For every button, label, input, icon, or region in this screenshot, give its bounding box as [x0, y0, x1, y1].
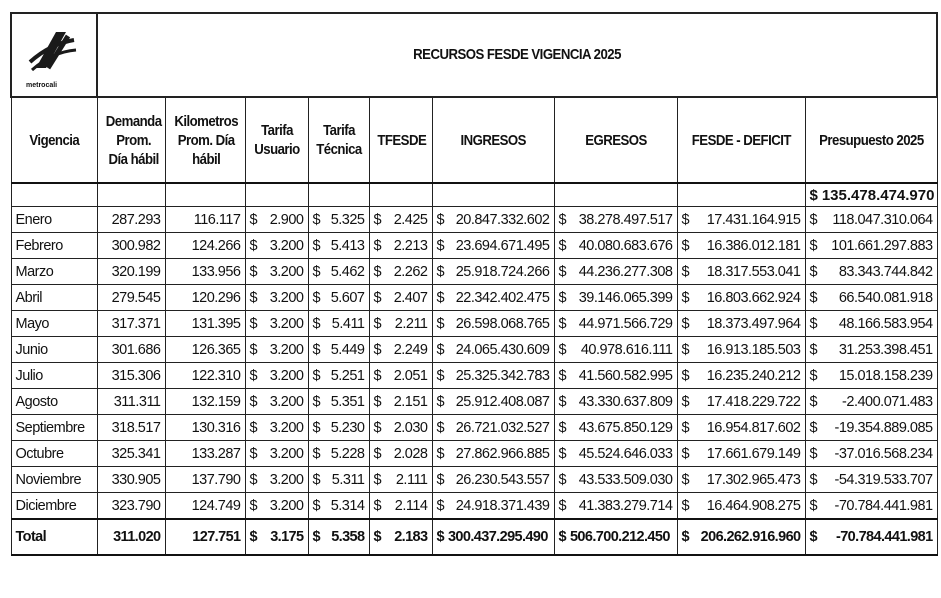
row-month: Agosto [11, 389, 97, 415]
row-egresos: $ 44.971.566.729 [554, 311, 677, 337]
row-month: Noviembre [11, 467, 97, 493]
row-tfesde: $ 2.425 [369, 207, 432, 233]
row-fesde: $ 17.431.164.915 [677, 207, 805, 233]
row-month: Septiembre [11, 415, 97, 441]
row-egresos: $ 39.146.065.399 [554, 285, 677, 311]
total-tarifa-usuario: $ 3.175 [245, 519, 308, 555]
total-demanda: 311.020 [97, 519, 165, 555]
row-ingresos: $ 26.230.543.557 [432, 467, 554, 493]
row-tfesde: $ 2.051 [369, 363, 432, 389]
row-ingresos: $ 22.342.402.475 [432, 285, 554, 311]
row-fesde: $ 18.317.553.041 [677, 259, 805, 285]
total-label: Total [11, 519, 97, 555]
row-tarifa-tecnica: $ 5.228 [308, 441, 369, 467]
row-egresos: $ 43.675.850.129 [554, 415, 677, 441]
row-tarifa-usuario: $ 3.200 [245, 415, 308, 441]
row-fesde: $ 16.954.817.602 [677, 415, 805, 441]
total-km: 127.751 [165, 519, 245, 555]
row-month: Mayo [11, 311, 97, 337]
col-tfesde: TFESDE [369, 97, 432, 183]
row-tfesde: $ 2.030 [369, 415, 432, 441]
row-ingresos: $ 23.694.671.495 [432, 233, 554, 259]
row-km: 120.296 [165, 285, 245, 311]
row-tfesde: $ 2.151 [369, 389, 432, 415]
total-fesde: $ 206.262.916.960 [677, 519, 805, 555]
row-presupuesto: $ -2.400.071.483 [805, 389, 937, 415]
row-tarifa-tecnica: $ 5.462 [308, 259, 369, 285]
table-row [11, 363, 937, 389]
row-tarifa-tecnica: $ 5.413 [308, 233, 369, 259]
row-tarifa-usuario: $ 3.200 [245, 337, 308, 363]
row-egresos: $ 40.080.683.676 [554, 233, 677, 259]
row-km: 133.956 [165, 259, 245, 285]
row-km: 126.365 [165, 337, 245, 363]
table-row [11, 233, 937, 259]
row-tfesde: $ 2.249 [369, 337, 432, 363]
row-fesde: $ 16.803.662.924 [677, 285, 805, 311]
table-row [11, 493, 937, 520]
row-tarifa-usuario: $ 3.200 [245, 259, 308, 285]
table-row [11, 441, 937, 467]
total-tarifa-tecnica: $ 5.358 [308, 519, 369, 555]
row-fesde: $ 18.373.497.964 [677, 311, 805, 337]
row-ingresos: $ 26.598.068.765 [432, 311, 554, 337]
row-fesde: $ 16.464.908.275 [677, 493, 805, 520]
row-month: Marzo [11, 259, 97, 285]
row-fesde: $ 16.235.240.212 [677, 363, 805, 389]
row-month: Diciembre [11, 493, 97, 520]
row-tfesde: $ 2.262 [369, 259, 432, 285]
row-egresos: $ 41.560.582.995 [554, 363, 677, 389]
row-tarifa-usuario: $ 2.900 [245, 207, 308, 233]
total-ingresos: $ 300.437.295.490 [432, 519, 554, 555]
row-tfesde: $ 2.111 [369, 467, 432, 493]
row-ingresos: $ 26.721.032.527 [432, 415, 554, 441]
row-fesde: $ 16.386.012.181 [677, 233, 805, 259]
fesde-resources-table [10, 12, 938, 556]
row-egresos: $ 43.330.637.809 [554, 389, 677, 415]
row-presupuesto: $ -37.016.568.234 [805, 441, 937, 467]
initial-budget-row [11, 183, 937, 207]
row-month: Febrero [11, 233, 97, 259]
row-tarifa-usuario: $ 3.200 [245, 493, 308, 520]
initial-budget: 135.478.474.970 [821, 186, 935, 204]
row-demanda: 300.982 [97, 233, 165, 259]
total-presupuesto: $ -70.784.441.981 [805, 519, 937, 555]
col-presupuesto: Presupuesto 2025 [805, 97, 937, 183]
row-demanda: 311.311 [97, 389, 165, 415]
row-egresos: $ 43.533.509.030 [554, 467, 677, 493]
row-tarifa-tecnica: $ 5.314 [308, 493, 369, 520]
col-fesde-deficit: FESDE - DEFICIT [677, 97, 805, 183]
row-tarifa-tecnica: $ 5.351 [308, 389, 369, 415]
row-ingresos: $ 25.918.724.266 [432, 259, 554, 285]
row-presupuesto: $ 83.343.744.842 [805, 259, 937, 285]
row-tarifa-usuario: $ 3.200 [245, 467, 308, 493]
row-tarifa-usuario: $ 3.200 [245, 441, 308, 467]
row-presupuesto: $ 15.018.158.239 [805, 363, 937, 389]
logo-cell [11, 13, 97, 97]
row-demanda: 330.905 [97, 467, 165, 493]
row-tarifa-tecnica: $ 5.411 [308, 311, 369, 337]
row-tarifa-usuario: $ 3.200 [245, 233, 308, 259]
row-demanda: 323.790 [97, 493, 165, 520]
row-presupuesto: $ 101.661.297.883 [805, 233, 937, 259]
row-month: Abril [11, 285, 97, 311]
row-km: 131.395 [165, 311, 245, 337]
page-title: RECURSOS FESDE VIGENCIA 2025 [413, 46, 621, 63]
row-ingresos: $ 25.325.342.783 [432, 363, 554, 389]
row-km: 124.266 [165, 233, 245, 259]
total-tfesde: $ 2.183 [369, 519, 432, 555]
title-row [11, 13, 937, 97]
transit-logo-icon [26, 22, 80, 89]
row-km: 137.790 [165, 467, 245, 493]
table-row [11, 415, 937, 441]
row-egresos: $ 38.278.497.517 [554, 207, 677, 233]
row-presupuesto: $ -19.354.889.085 [805, 415, 937, 441]
row-ingresos: $ 25.912.408.087 [432, 389, 554, 415]
row-km: 132.159 [165, 389, 245, 415]
row-demanda: 279.545 [97, 285, 165, 311]
title-cell [97, 13, 937, 97]
row-tarifa-tecnica: $ 5.311 [308, 467, 369, 493]
table-row [11, 389, 937, 415]
row-km: 122.310 [165, 363, 245, 389]
row-tfesde: $ 2.407 [369, 285, 432, 311]
row-egresos: $ 45.524.646.033 [554, 441, 677, 467]
row-fesde: $ 17.302.965.473 [677, 467, 805, 493]
row-month: Octubre [11, 441, 97, 467]
row-tfesde: $ 2.028 [369, 441, 432, 467]
row-ingresos: $ 24.918.371.439 [432, 493, 554, 520]
row-fesde: $ 17.418.229.722 [677, 389, 805, 415]
col-kilometros: Kilometros Prom. Día hábil [165, 97, 245, 183]
row-demanda: 318.517 [97, 415, 165, 441]
row-tarifa-tecnica: $ 5.325 [308, 207, 369, 233]
row-presupuesto: $ 66.540.081.918 [805, 285, 937, 311]
row-demanda: 320.199 [97, 259, 165, 285]
col-vigencia: Vigencia [11, 97, 97, 183]
row-tarifa-usuario: $ 3.200 [245, 285, 308, 311]
table-row [11, 259, 937, 285]
row-tarifa-usuario: $ 3.200 [245, 389, 308, 415]
row-tfesde: $ 2.114 [369, 493, 432, 520]
table-row [11, 207, 937, 233]
row-month: Julio [11, 363, 97, 389]
row-tarifa-tecnica: $ 5.251 [308, 363, 369, 389]
row-km: 133.287 [165, 441, 245, 467]
logo-text: metrocali [26, 82, 58, 89]
col-ingresos: INGRESOS [432, 97, 554, 183]
row-tarifa-usuario: $ 3.200 [245, 311, 308, 337]
total-egresos: $ 506.700.212.450 [554, 519, 677, 555]
row-tarifa-usuario: $ 3.200 [245, 363, 308, 389]
row-presupuesto: $ 31.253.398.451 [805, 337, 937, 363]
row-km: 124.749 [165, 493, 245, 520]
row-egresos: $ 44.236.277.308 [554, 259, 677, 285]
row-presupuesto: $ -54.319.533.707 [805, 467, 937, 493]
col-tarifa-usuario: Tarifa Usuario [245, 97, 308, 183]
table-row [11, 337, 937, 363]
col-egresos: EGRESOS [554, 97, 677, 183]
row-tfesde: $ 2.211 [369, 311, 432, 337]
column-header-row [11, 97, 937, 183]
row-tarifa-tecnica: $ 5.449 [308, 337, 369, 363]
row-presupuesto: $ 48.166.583.954 [805, 311, 937, 337]
row-demanda: 287.293 [97, 207, 165, 233]
row-ingresos: $ 24.065.430.609 [432, 337, 554, 363]
row-fesde: $ 17.661.679.149 [677, 441, 805, 467]
row-month: Enero [11, 207, 97, 233]
row-month: Junio [11, 337, 97, 363]
row-demanda: 301.686 [97, 337, 165, 363]
initial-budget-cell: $ 135.478.474.970 [805, 183, 937, 207]
table-row [11, 311, 937, 337]
row-ingresos: $ 20.847.332.602 [432, 207, 554, 233]
col-tarifa-tecnica: Tarifa Técnica [308, 97, 369, 183]
table-row [11, 285, 937, 311]
row-egresos: $ 40.978.616.111 [554, 337, 677, 363]
row-tarifa-tecnica: $ 5.230 [308, 415, 369, 441]
row-tfesde: $ 2.213 [369, 233, 432, 259]
row-demanda: 317.371 [97, 311, 165, 337]
row-km: 116.117 [165, 207, 245, 233]
total-row [11, 519, 937, 555]
row-ingresos: $ 27.862.966.885 [432, 441, 554, 467]
row-presupuesto: $ 118.047.310.064 [805, 207, 937, 233]
row-demanda: 315.306 [97, 363, 165, 389]
table-row [11, 467, 937, 493]
row-presupuesto: $ -70.784.441.981 [805, 493, 937, 520]
row-tarifa-tecnica: $ 5.607 [308, 285, 369, 311]
row-fesde: $ 16.913.185.503 [677, 337, 805, 363]
col-demanda: Demanda Prom. Día hábil [97, 97, 165, 183]
row-km: 130.316 [165, 415, 245, 441]
row-demanda: 325.341 [97, 441, 165, 467]
row-egresos: $ 41.383.279.714 [554, 493, 677, 520]
